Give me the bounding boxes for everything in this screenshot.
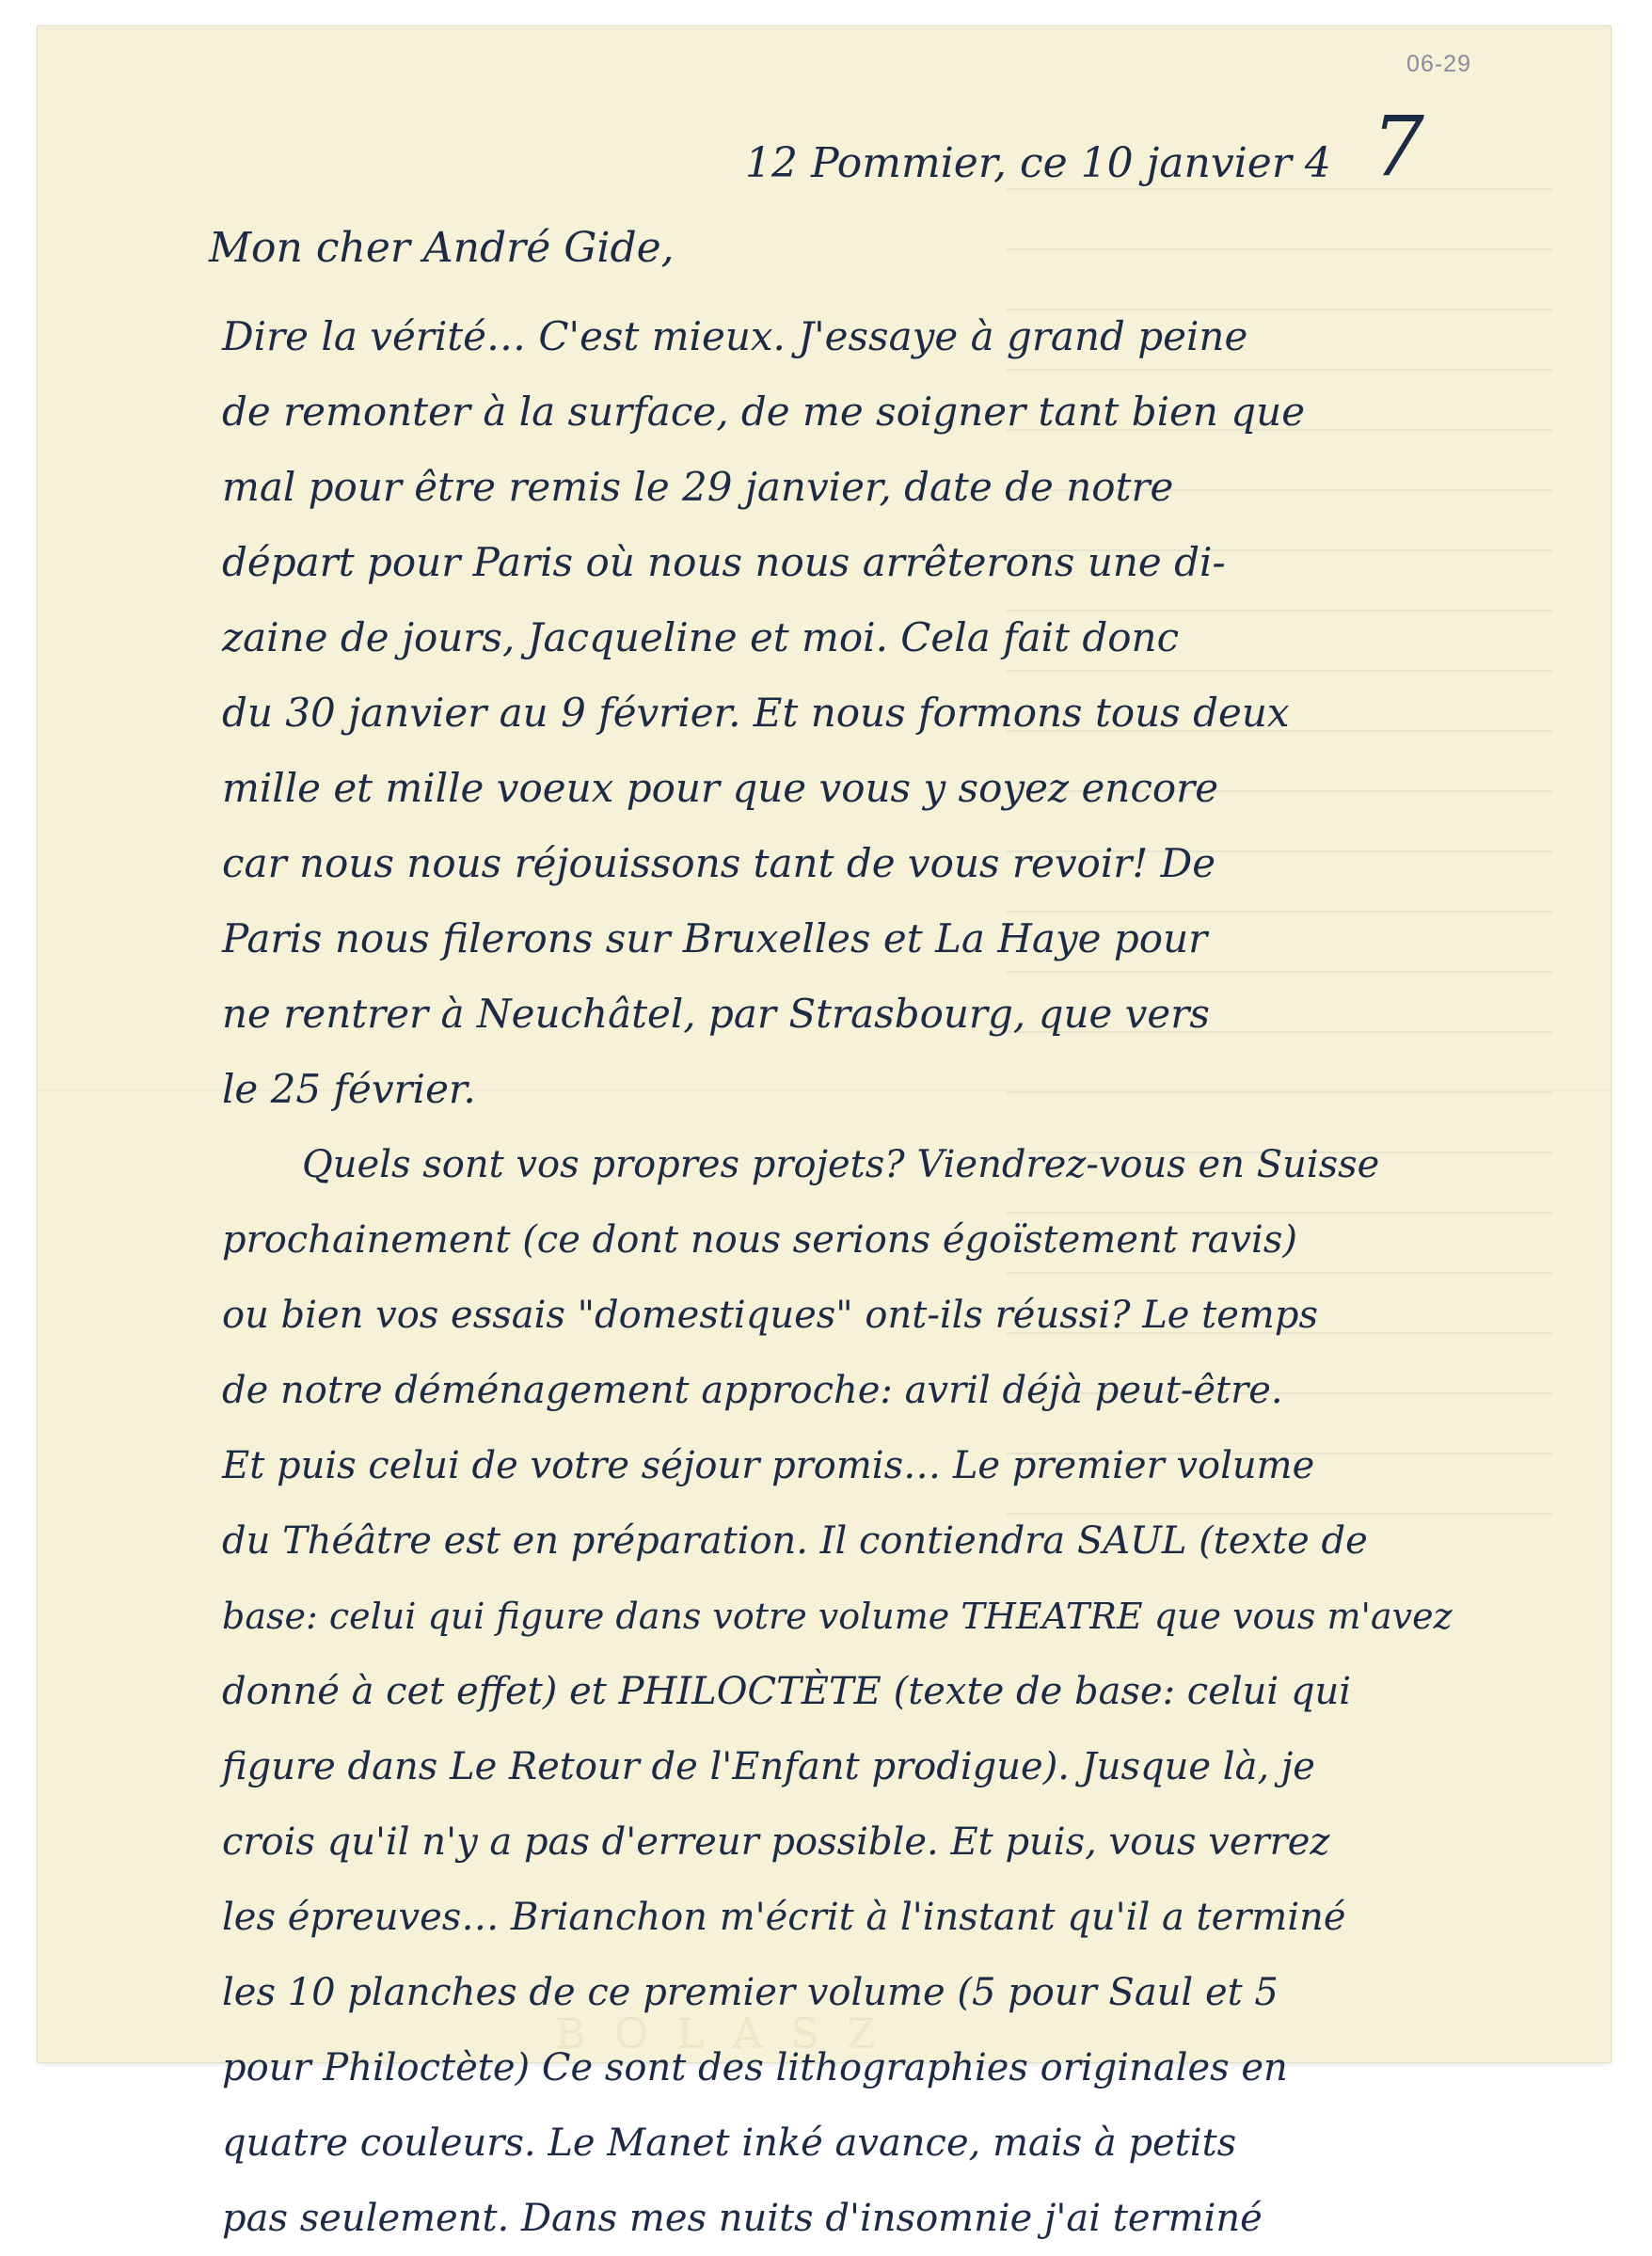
body-line: les 10 planches de ce premier volume (5 pour Saul et 5 [222,1971,1279,2014]
body-line: car nous nous réjouissons tant de vous revoir! De [222,840,1216,886]
body-line: zaine de jours, Jacqueline et moi. Cela fait donc [222,614,1180,660]
body-line: base: celui qui figure dans votre volume THEATRE que vous m'avez [222,1596,1453,1637]
body-line: quatre couleurs. Le Manet inké avance, mais à petits [222,2121,1237,2165]
body-line: du Théâtre est en préparation. Il contiendra SAUL (texte de [222,1519,1368,1563]
embossed-watermark: BOLASZ [555,2011,904,2059]
archive-reference: 06-29 [1406,51,1471,77]
body-line: de notre déménagement approche: avril déjà peut-être. [222,1369,1283,1412]
body-line: Et puis celui de votre séjour promis… Le premier volume [222,1444,1315,1487]
body-line: Dire la vérité… C'est mieux. J'essaye à grand peine [222,313,1248,359]
body-line: pour Philoctète) Ce sont des lithographies originales en [222,2046,1288,2089]
body-line: Quels sont vos propres projets? Viendrez-vous en Suisse [302,1143,1380,1186]
body-line: du 30 janvier au 9 février. Et nous formons tous deux [222,690,1290,736]
body-line: les épreuves… Brianchon m'écrit à l'instant qu'il a terminé [222,1896,1346,1939]
body-line: mal pour être remis le 29 janvier, date de notre [222,464,1174,510]
body-line: départ pour Paris où nous nous arrêterons une di- [222,539,1226,585]
body-line: mille et mille voeux pour que vous y soyez encore [222,765,1219,811]
body-line: figure dans Le Retour de l'Enfant prodigue). Jusque là, je [222,1745,1315,1788]
body-line: de remonter à la surface, de me soigner tant bien que [222,389,1306,435]
body-line: crois qu'il n'y a pas d'erreur possible. Et puis, vous verrez [222,1820,1330,1864]
body-line: ne rentrer à Neuchâtel, par Strasbourg, que vers [222,991,1210,1037]
letter-salutation: Mon cher André Gide, [209,224,675,272]
letter-sheet [38,26,1611,2240]
body-line: Paris nous filerons sur Bruxelles et La Haye pour [222,915,1208,961]
body-line: donné à cet effet) et PHILOCTÈTE (texte de base: celui qui [222,1670,1352,1713]
letter-dateline: 12 Pommier, ce 10 janvier 4 [745,139,1331,187]
letter-body [222,299,1511,2256]
body-line: le 25 février. [222,1066,476,1112]
date-correction-mark: 7 [1372,98,1424,195]
body-line: prochainement (ce dont nous serions égoïstement ravis) [222,1218,1297,1262]
body-line: ou bien vos essais "domestiques" ont-ils réussi? Le temps [222,1294,1318,1337]
body-line: pas seulement. Dans mes nuits d'insomnie j'ai terminé [222,2197,1263,2240]
